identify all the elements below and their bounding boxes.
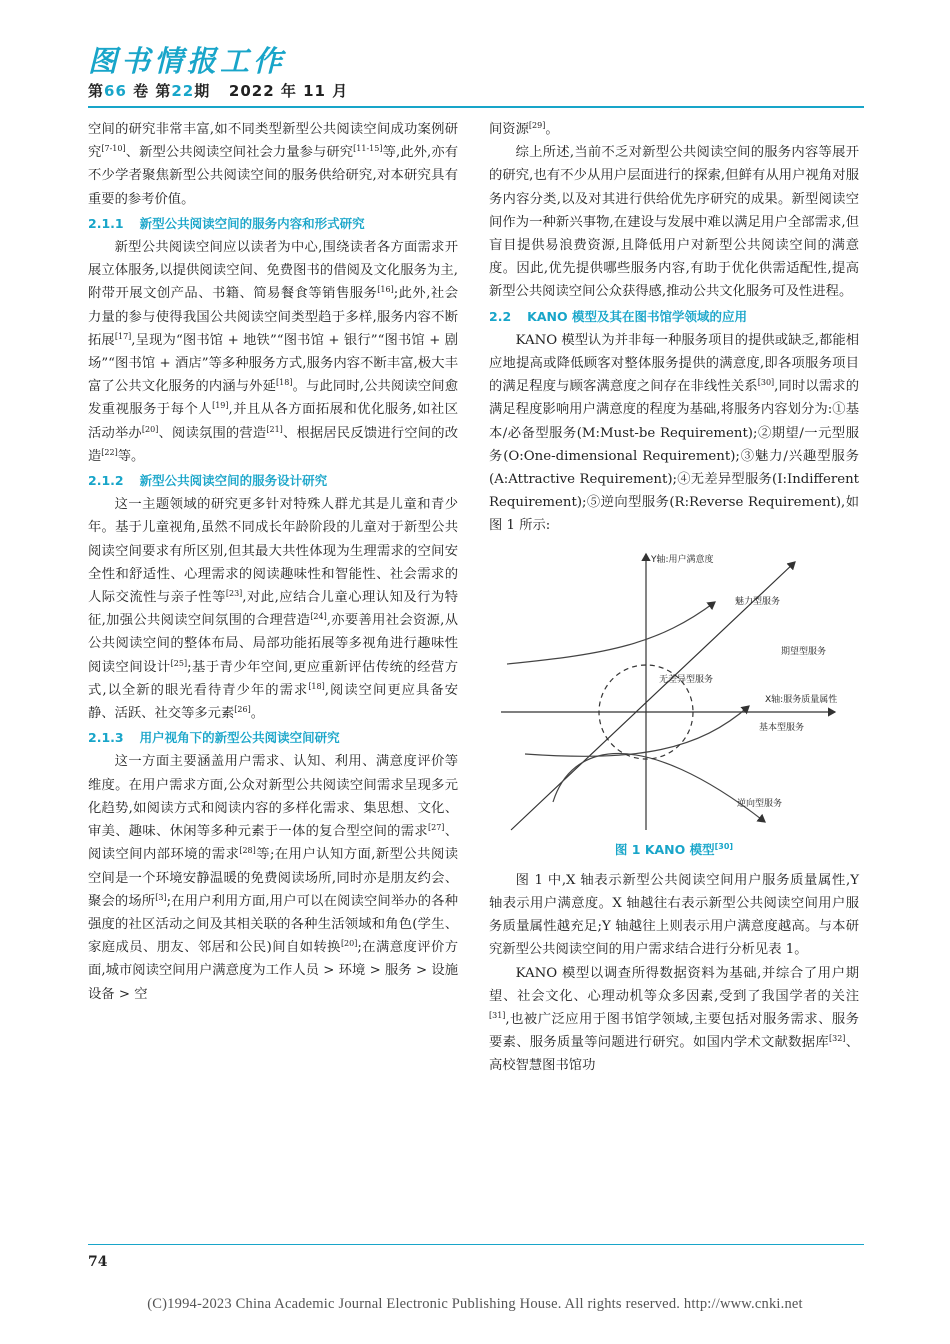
figure-caption: 图 1 KANO 模型[30] <box>614 841 734 857</box>
kano-diagram <box>489 544 859 836</box>
issue-number: 22 <box>171 82 195 100</box>
journal-logo: 图书情报工作 <box>88 44 287 78</box>
issue-date: 2022 年 11 月 <box>228 82 349 100</box>
journal-header <box>88 44 888 101</box>
volume-number: 66 <box>104 82 127 100</box>
paragraph: 新型公共阅读空间应以读者为中心,围绕读者各方面需求开展立体服务,以提供阅读空间、免费图书的借阅及文化服务为主,附带开展文创产品、书籍、简易餐食等销售服务[16];此外,社会力量的参与使得我国公共阅读空间类型趋于多样,服务内容不断拓展[17],呈现为“图书馆 + 地铁”“图书馆 + 银行”“图书馆 + 剧场”“图书馆 + 酒店”等多种服务方式,服务内容不断丰富,极大丰富了公共文化服务的内涵与外延[18]。与此同时,公共阅读空间愈发重视服务于每个人[19],并且从各方面拓展和优化服务,如社区活动举办[20]、阅读氛围的营造[21]、根据居民反馈进行空间的改造[22]等。 <box>88 240 459 464</box>
indifferent-label: 无差异型服务 <box>659 674 714 685</box>
paragraph: KANO 模型认为并非每一种服务项目的提供或缺乏,都能相应地提高或降低顾客对整体服务提供的满意度,即各项服务项目的满足程度与顾客满意度之间存在非线性关系[30],同时以需求的满足程度影响用户满意度的程度为基础,将服务内容划分为:①基本/必备型服务(M:Must-be Requirement);②期望/一元型服务(O:One-dimensional Requirement);③魅力/兴趣型服务(A:Attractive Requirement);④无差异型服务(I:Indifferent Requirement);⑤逆向型服务(R:Reverse Requirement),如图 1 所示: <box>489 332 860 534</box>
paragraph: 空间的研究非常丰富,如不同类型新型公共阅读空间成功案例研究[7-10]、新型公共阅读空间社会力量参与研究[11-15]等,此外,亦有不少学者聚焦新型公共阅读空间的服务供给研究,对本研究具有重要的参考价值。 <box>88 122 459 207</box>
paragraph: 综上所述,当前不乏对新型公共阅读空间的服务内容等展开的研究,也有不少从用户层面进行的探索,但鲜有从用户视角对服务内容分类,以及对其进行供给优先序研究的成果。新型阅读空间作为一种新兴事物,在建设与发展中难以满足用户全部需求,但盲目提供易浪费资源,且降低用户对新型公共阅读空间的满意度。因此,优先提供哪些服务内容,有助于优化供需适配性,提高新型公共阅读空间公众获得感,推动公共文化服务可及性进程。 <box>489 145 859 300</box>
must-be-label: 基本型服务 <box>759 722 805 733</box>
paragraph: 图 1 中,X 轴表示新型公共阅读空间用户服务质量属性,Y 轴表示用户满意度。X 轴越往右表示新型公共阅读空间用户服务质量属性越充足;Y 轴越往上则表示用户满意度越高。与本研究新型公共阅读空间的用户需求结合进行分析见表 1。 <box>489 872 859 958</box>
paragraph: KANO 模型以调查所得数据资料为基础,并综合了用户期望、社会文化、心理动机等众多因素,受到了我国学者的关注[31],也被广泛应用于图书馆学领域,主要包括对服务需求、服务要素、服务质量等问题进行研究。如国内学术文献数据库[32]、高校智慧图书馆功 <box>489 965 860 1074</box>
section-heading-2-1-2: 2.1.2 新型公共阅读空间的服务设计研究 <box>88 473 328 489</box>
right-column <box>489 118 859 1078</box>
kano-model-figure <box>489 544 859 836</box>
reverse-curve <box>553 753 765 822</box>
header-rule <box>88 106 864 108</box>
footer-rule <box>88 1244 864 1245</box>
y-axis-label: Y轴:用户满意度 <box>651 554 714 565</box>
paragraph: 这一方面主要涵盖用户需求、认知、利用、满意度评价等维度。在用户需求方面,公众对新型公共阅读空间需求呈现多元化趋势,如阅读方式和阅读内容的多样化需求、集思想、文化、审美、趣味、休闲等多种元素于一体的复合型空间的需求[27]、阅读空间内部环境的需求[28]等;在用户认知方面,新型公共阅读空间是一个环境安静温暖的免费阅读场所,同时亦是朋友约会、聚会的场所[3];在用户利用方面,用户可以在阅读空间举办的各种强度的社区活动之间及其相关联的各种生活领域和角色(学生、家庭成员、朋友、邻居和公民)间自如转换[20];在满意度评价方面,城市阅读空间用户满意度为工作人员 > 环境 > 服务 > 设施设备 > 空 <box>88 754 459 1002</box>
copyright-line: (C)1994-2023 China Academic Journal Electronic Publishing House. All rights reserved. http://www.cnki.net <box>147 1296 803 1312</box>
must-be-curve <box>525 706 749 756</box>
paragraph: 间资源[29]。 <box>489 121 559 137</box>
x-axis-label: X轴:服务质量属性 <box>765 694 838 705</box>
reverse-label: 逆向型服务 <box>737 798 783 809</box>
section-heading-2-2: 2.2 KANO 模型及其在图书馆学领域的应用 <box>489 308 747 324</box>
paragraph: 这一主题领域的研究更多针对特殊人群尤其是儿童和青少年。基于儿童视角,虽然不同成长年龄阶段的儿童对于新型公共阅读空间要求有所区别,但其最大共性体现为生理需求的空间安全性和舒适性、心理需求的阅读趣味性和智能性、社会需求的人际交流性与亲子性等[23],对此,应结合儿童心理认知及行为特征,加强公共阅读空间氛围的合理营造[24],亦要善用社会资源,从公共阅读空间的整体布局、局部功能拓展等多视角进行趣味性阅读空间设计[25];基于青少年空间,更应重新评估传统的经营方式,以全新的眼光看待青少年的需求[18],阅读空间更应具备安静、活跃、社交等多元素[26]。 <box>88 497 459 722</box>
left-column <box>88 118 458 1006</box>
page-number: 74 <box>88 1254 108 1270</box>
one-dimensional-label: 期望型服务 <box>781 646 827 657</box>
attractive-label: 魅力型服务 <box>735 596 781 607</box>
attractive-curve <box>507 602 715 664</box>
section-heading-2-1-3: 2.1.3 用户视角下的新型公共阅读空间研究 <box>88 730 340 746</box>
issue-line: 第66 卷 第22期 2022 年 11 月 <box>88 82 349 100</box>
section-heading-2-1-1: 2.1.1 新型公共阅读空间的服务内容和形式研究 <box>88 215 365 231</box>
